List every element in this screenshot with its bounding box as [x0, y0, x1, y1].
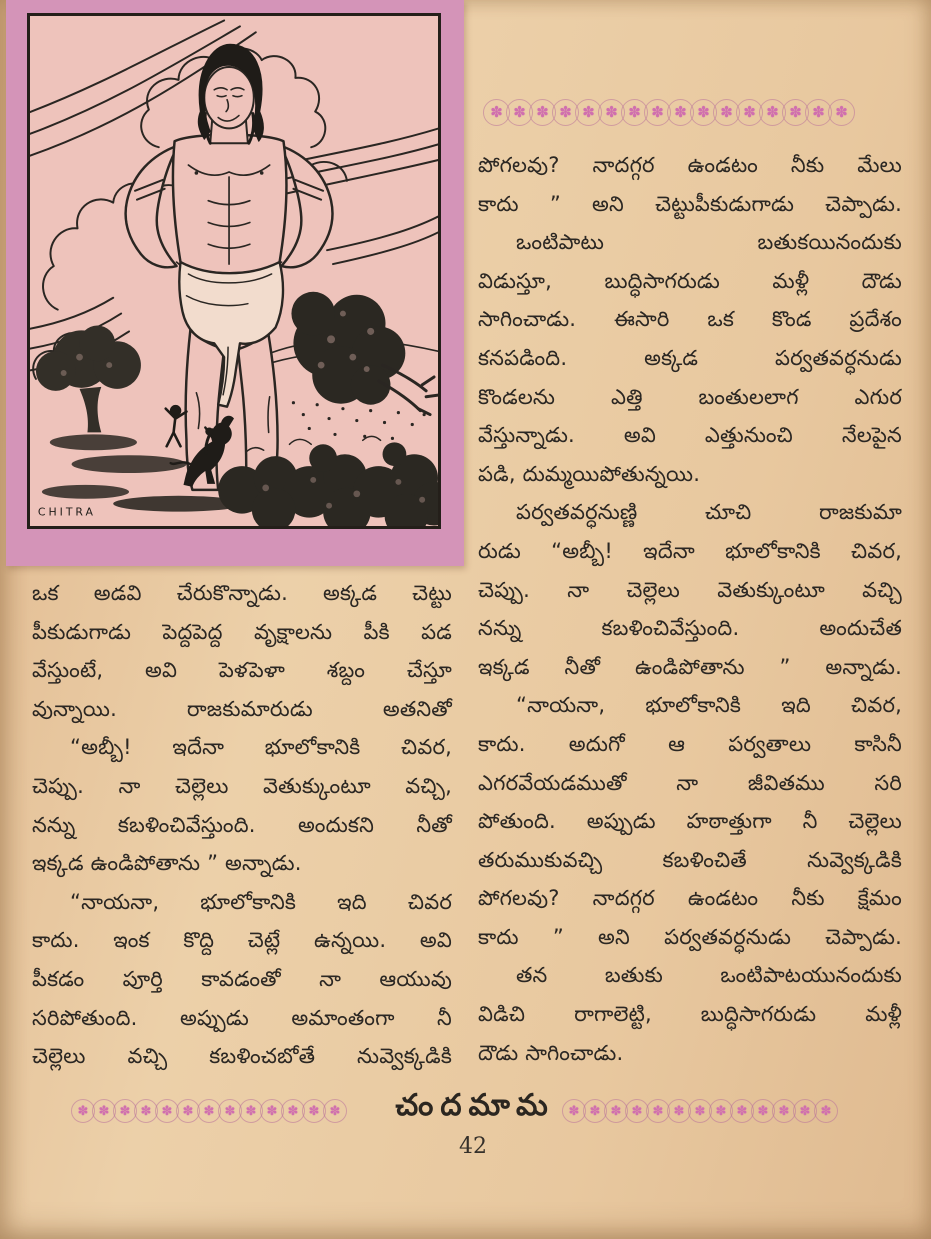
text-line: ఒంటిపాటు బతుకయినందుకు [516, 230, 902, 255]
flower-ornament-icon: ✽ [667, 1099, 691, 1123]
text-line: చెల్లెలు వచ్చి కబళించబోతే నువ్వెక్కడికి [32, 1044, 452, 1069]
flower-ornament-icon: ✽ [772, 1099, 796, 1123]
flower-ornament-icon: ✽ [782, 99, 809, 126]
flower-ornament-icon: ✽ [730, 1099, 754, 1123]
flower-ornament-icon: ✽ [281, 1099, 305, 1123]
text-line: తన బతుకు ఒంటిపాటయునందుకు [516, 963, 902, 988]
illustration-frame [6, 0, 464, 566]
text-line: “నాయనా, భూలోకానికి ఇది చివర [70, 889, 452, 914]
text-line: విడుస్తూ, బుద్ధిసాగరుడు మళ్లీ దౌడు [478, 268, 902, 293]
text-line: “అబ్బీ! ఇదేనా భూలోకానికి చివర, [70, 735, 452, 760]
text-line: వున్నాయి. రాజకుమారుడు అతనితో [32, 696, 452, 721]
artist-signature: CHITRA [37, 505, 96, 519]
text-line: పీకడం పూర్తి కావడంతో నా ఆయువు [32, 966, 452, 991]
text-line: దౌడు సాగించాడు. [478, 1040, 624, 1065]
flower-ornament-icon: ✽ [736, 99, 763, 126]
flower-ornament-icon: ✽ [793, 1099, 817, 1123]
speckles [292, 401, 426, 440]
flower-ornament-icon: ✽ [92, 1099, 116, 1123]
flower-ornament-icon: ✽ [529, 99, 556, 126]
text-line: వేస్తుంటే, అవి పెళపెళా శబ్దం చేస్తూ [32, 658, 452, 683]
flower-ornament-icon: ✽ [751, 1099, 775, 1123]
flower-ornament-icon: ✽ [709, 1099, 733, 1123]
magazine-title: చందమామ [395, 1088, 555, 1123]
text-line: పడి, దుమ్మయిపోతున్నయి. [478, 461, 701, 486]
flower-ornament-icon: ✽ [621, 99, 648, 126]
flower-ornament-icon: ✽ [113, 1099, 137, 1123]
uprooted-tree [291, 292, 438, 415]
ornament-border-footer-right [565, 1099, 838, 1123]
flower-ornament-icon: ✽ [713, 99, 740, 126]
ornament-border-top [483, 99, 855, 126]
flower-ornament-icon: ✽ [302, 1099, 326, 1123]
text-line: చెప్పు. నా చెల్లెలు వెతుక్కుంటూ వచ్చి [478, 577, 902, 602]
flower-ornament-icon: ✽ [583, 1099, 607, 1123]
flower-ornament-icon: ✽ [71, 1099, 95, 1123]
text-line: విడిచి రాగాలెట్టి, బుద్ధిసాగరుడు మళ్లీ [478, 1002, 902, 1027]
flower-ornament-icon: ✽ [759, 99, 786, 126]
text-line: సాగించాడు. ఈసారి ఒక కొండ ప్రదేశం [478, 307, 902, 332]
text-line: నన్ను కబళించివేస్తుంది. అందుచేత [478, 616, 902, 641]
text-line: వేస్తున్నాడు. అవి ఎత్తునుంచి నేలపైన [478, 423, 902, 448]
text-line: కాదు ” అని పర్వతవర్ధనుడు చెప్పాడు. [478, 924, 902, 949]
text-line: పోగలవు? నాదగ్గర ఉండటం నీకు క్షేమం [478, 886, 902, 911]
flower-ornament-icon: ✽ [625, 1099, 649, 1123]
text-line: “నాయనా, భూలోకానికి ఇది చివర, [516, 693, 902, 718]
flower-ornament-icon: ✽ [604, 1099, 628, 1123]
flower-ornament-icon: ✽ [134, 1099, 158, 1123]
flower-ornament-icon: ✽ [814, 1099, 838, 1123]
text-line: పోగలవు? నాదగ్గర ఉండటం నీకు మేలు [478, 153, 902, 177]
ornament-border-footer-left [74, 1099, 347, 1123]
flower-ornament-icon: ✽ [598, 99, 625, 126]
text-line: కాదు. ఇంక కొద్ది చెట్లే ఉన్నయి. అవి [32, 928, 452, 953]
flower-ornament-icon: ✽ [483, 99, 510, 126]
flower-ornament-icon: ✽ [260, 1099, 284, 1123]
giant-torso [126, 119, 333, 273]
page-number: 42 [459, 1134, 487, 1159]
text-line: పీకుడుగాడు పెద్దపెద్ద వృక్షాలను పీకి పడ [32, 619, 452, 644]
text-line: ఒక అడవి చేరుకొన్నాడు. అక్కడ చెట్టు [32, 581, 452, 605]
text-line: ఇక్కడ ఉండిపోతాను ” అన్నాడు. [32, 851, 302, 876]
flower-ornament-icon: ✽ [688, 1099, 712, 1123]
flower-ornament-icon: ✽ [690, 99, 717, 126]
text-line: తరుముకువచ్చి కబళించితే నువ్వెక్కడికి [478, 847, 902, 872]
flower-ornament-icon: ✽ [805, 99, 832, 126]
page-footer [0, 1090, 931, 1180]
text-line: కొండలను ఎత్తి బంతులలాగ ఎగుర [478, 384, 902, 409]
text-line: కనపడింది. అక్కడ పర్వతవర్ధనుడు [478, 345, 902, 370]
giant-head [198, 44, 263, 143]
illustration-drawing [30, 16, 438, 526]
flower-ornament-icon: ✽ [646, 1099, 670, 1123]
flower-ornament-icon: ✽ [828, 99, 855, 126]
flower-ornament-icon: ✽ [239, 1099, 263, 1123]
flower-ornament-icon: ✽ [176, 1099, 200, 1123]
text-line: ఎగరవేయడముతో నా జీవితము సరి [478, 770, 902, 795]
text-line: ఇక్కడ నీతో ఉండిపోతాను ” అన్నాడు. [478, 654, 902, 679]
text-line: నన్ను కబళించివేస్తుంది. అందుకని నీతో [32, 812, 452, 837]
illustration [27, 13, 441, 529]
text-line: పోతుంది. అప్పుడు హఠాత్తుగా నీ చెల్లెలు [478, 809, 902, 834]
flower-ornament-icon: ✽ [552, 99, 579, 126]
text-line: పర్వతవర్ధనుణ్ణి చూచి రాజకుమా [516, 500, 902, 525]
text-line: కాదు. అదుగో ఆ పర్వతాలు కాసినీ [478, 731, 902, 756]
prince-figure [166, 406, 187, 446]
flower-ornament-icon: ✽ [218, 1099, 242, 1123]
text-line: కాదు ” అని చెట్టుపీకుడుగాడు చెప్పాడు. [478, 191, 902, 216]
flower-ornament-icon: ✽ [197, 1099, 221, 1123]
text-line: సరిపోతుంది. అప్పుడు అమాంతంగా నీ [32, 1005, 452, 1030]
flower-ornament-icon: ✽ [644, 99, 671, 126]
text-line: చెప్పు. నా చెల్లెలు వెతుక్కుంటూ వచ్చి, [32, 773, 452, 798]
text-line: రుడు “అబ్బీ! ఇదేనా భూలోకానికి చివర, [478, 538, 902, 563]
flower-ornament-icon: ✽ [323, 1099, 347, 1123]
flower-ornament-icon: ✽ [562, 1099, 586, 1123]
flower-ornament-icon: ✽ [155, 1099, 179, 1123]
flower-ornament-icon: ✽ [575, 99, 602, 126]
left-text-column [32, 574, 452, 1076]
right-text-column [478, 146, 902, 1072]
flower-ornament-icon: ✽ [506, 99, 533, 126]
flower-ornament-icon: ✽ [667, 99, 694, 126]
